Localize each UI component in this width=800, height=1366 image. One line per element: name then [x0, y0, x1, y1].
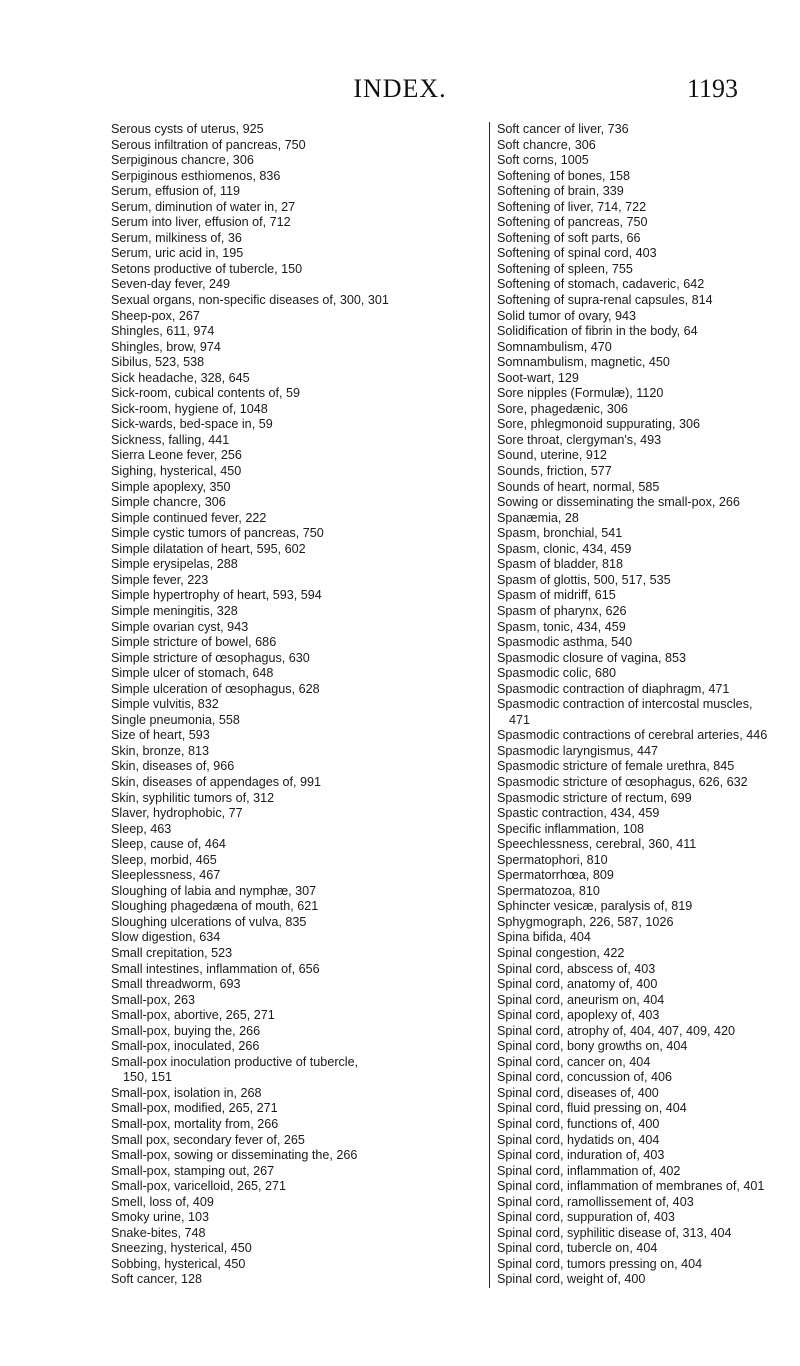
- index-entry: Slaver, hydrophobic, 77: [111, 806, 243, 821]
- index-entry: Softening of spleen, 755: [497, 261, 633, 276]
- index-entry: Slow digestion, 634: [111, 930, 221, 945]
- index-entry: Sore nipples (Formulæ), 1120: [497, 386, 664, 401]
- index-entry: Sleeplessness, 467: [111, 868, 221, 883]
- index-entry: Sloughing of labia and nymphæ, 307: [111, 883, 317, 898]
- index-entry: Small-pox, 263: [111, 992, 195, 1007]
- index-entry: Spinal cord, bony growths on, 404: [497, 1039, 688, 1054]
- index-entry: Simple meningitis, 328: [111, 603, 238, 618]
- index-entry: Simple erysipelas, 288: [111, 557, 238, 572]
- index-entry: Small-pox, sowing or disseminating the, 266: [111, 1148, 358, 1163]
- index-entry: Spinal cord, suppuration of, 403: [497, 1210, 675, 1225]
- index-entry: Sleep, cause of, 464: [111, 837, 226, 852]
- index-entry: Spasmodic colic, 680: [497, 666, 617, 681]
- index-entry: Simple ulceration of œsophagus, 628: [111, 681, 320, 696]
- index-entry: Spinal cord, tubercle on, 404: [497, 1241, 658, 1256]
- index-entry: Simple stricture of œsophagus, 630: [111, 650, 310, 665]
- index-entry: Seven-day fever, 249: [111, 277, 231, 292]
- index-entry: Simple vulvitis, 832: [111, 697, 219, 712]
- index-entry: Spasmodic contraction of intercostal muscles,: [497, 697, 753, 712]
- index-entry: Spinal cord, apoplexy of, 403: [497, 1008, 660, 1023]
- index-entry: Spasm, bronchial, 541: [497, 526, 623, 541]
- index-entry: Smell, loss of, 409: [111, 1194, 214, 1209]
- index-entry: Setons productive of tubercle, 150: [111, 261, 303, 276]
- index-entry: Softening of soft parts, 66: [497, 230, 641, 245]
- index-entry: Spinal cord, aneurism on, 404: [497, 992, 665, 1007]
- page-title: INDEX.: [353, 74, 447, 103]
- index-entry: Serous cysts of uterus, 925: [111, 122, 264, 136]
- index-entry: Serum, uric acid in, 195: [111, 246, 244, 261]
- index-entry: Spinal cord, ramollissement of, 403: [497, 1194, 694, 1209]
- index-entry: Simple dilatation of heart, 595, 602: [111, 541, 306, 556]
- index-entry: Spermatozoa, 810: [497, 883, 600, 898]
- index-entry: Spasmodic stricture of rectum, 699: [497, 790, 692, 805]
- index-column-left: [111, 122, 486, 1288]
- index-entry: Somnambulism, 470: [497, 339, 612, 354]
- index-column-right: [489, 122, 800, 1288]
- index-entry: Spinal cord, inflammation of, 402: [497, 1163, 681, 1178]
- index-entry: Sounds of heart, normal, 585: [497, 479, 660, 494]
- index-entry: Small pox, secondary fever of, 265: [111, 1132, 305, 1147]
- index-entry: Simple chancre, 306: [111, 495, 226, 510]
- index-entry: Serum, milkiness of, 36: [111, 230, 242, 245]
- index-entry: Spinal cord, induration of, 403: [497, 1148, 665, 1163]
- index-entry: Sick-room, cubical contents of, 59: [111, 386, 300, 401]
- index-entry: Small-pox, isolation in, 268: [111, 1085, 262, 1100]
- index-entry: Sobbing, hysterical, 450: [111, 1256, 246, 1271]
- index-entry: Solidification of fibrin in the body, 64: [497, 324, 698, 339]
- index-entry: Sphincter vesicæ, paralysis of, 819: [497, 899, 693, 914]
- index-entry: Simple stricture of bowel, 686: [111, 635, 277, 650]
- index-entry: Spinal cord, weight of, 400: [497, 1272, 646, 1287]
- index-entry: Softening of spinal cord, 403: [497, 246, 657, 261]
- index-entry: Shingles, brow, 974: [111, 339, 221, 354]
- index-entry: Somnambulism, magnetic, 450: [497, 355, 670, 370]
- index-entry: Spasmodic laryngismus, 447: [497, 743, 658, 758]
- index-entry: Sloughing ulcerations of vulva, 835: [111, 914, 307, 929]
- index-entry: Spinal cord, syphilitic disease of, 313, 404: [497, 1225, 732, 1240]
- index-entry: Spasmodic closure of vagina, 853: [497, 650, 687, 665]
- index-entry: Simple hypertrophy of heart, 593, 594: [111, 588, 322, 603]
- index-entry: 471: [509, 712, 531, 727]
- index-entry: Sick-wards, bed-space in, 59: [111, 417, 273, 432]
- index-entry: Spina bifida, 404: [497, 930, 591, 945]
- index-entry: Soft cancer, 128: [111, 1272, 203, 1287]
- index-entry: Solid tumor of ovary, 943: [497, 308, 637, 323]
- index-entry: Small-pox, stamping out, 267: [111, 1163, 275, 1178]
- index-entry: Skin, bronze, 813: [111, 743, 210, 758]
- index-entry: Spinal cord, diseases of, 400: [497, 1085, 659, 1100]
- index-entry: Spinal cord, anatomy of, 400: [497, 977, 658, 992]
- index-entry: Small intestines, inflammation of, 656: [111, 961, 320, 976]
- index-entry: Sighing, hysterical, 450: [111, 464, 242, 479]
- index-entry: Soot-wart, 129: [497, 370, 579, 385]
- page-number: 1193: [686, 74, 738, 103]
- index-entry: Simple apoplexy, 350: [111, 479, 231, 494]
- index-entry: Sphygmograph, 226, 587, 1026: [497, 914, 674, 929]
- index-entry: Sibilus, 523, 538: [111, 355, 205, 370]
- index-entry: Small-pox, varicelloid, 265, 271: [111, 1179, 287, 1194]
- index-entry: Spinal cord, hydatids on, 404: [497, 1132, 660, 1147]
- index-entry: Sloughing phagedæna of mouth, 621: [111, 899, 319, 914]
- index-entry: Serpiginous esthiomenos, 836: [111, 168, 281, 183]
- index-entry: Spinal cord, fluid pressing on, 404: [497, 1101, 687, 1116]
- index-entry: Sickness, falling, 441: [111, 432, 230, 447]
- index-entry: Spasmodic contractions of cerebral arteries, 446: [497, 728, 768, 743]
- index-entry: Sick headache, 328, 645: [111, 370, 250, 385]
- index-entry: 150, 151: [123, 1070, 173, 1085]
- index-entry: Sore throat, clergyman's, 493: [497, 432, 662, 447]
- index-entry: Spinal cord, tumors pressing on, 404: [497, 1256, 703, 1271]
- index-entry: Soft cancer of liver, 736: [497, 122, 629, 136]
- index-entry: Sound, uterine, 912: [497, 448, 607, 463]
- index-entry: Small-pox, inoculated, 266: [111, 1039, 260, 1054]
- index-entry: Sneezing, hysterical, 450: [111, 1241, 252, 1256]
- index-entry: Spasm, tonic, 434, 459: [497, 619, 626, 634]
- index-entry: Sierra Leone fever, 256: [111, 448, 242, 463]
- index-entry: Skin, syphilitic tumors of, 312: [111, 790, 275, 805]
- index-entry: Spinal cord, cancer on, 404: [497, 1054, 651, 1069]
- index-entry: Small threadworm, 693: [111, 977, 241, 992]
- index-entry: Soft corns, 1005: [497, 153, 589, 168]
- index-entry: Softening of brain, 339: [497, 184, 624, 199]
- index-entry: Specific inflammation, 108: [497, 821, 644, 836]
- index-entry: Spermatorrhœa, 809: [497, 868, 614, 883]
- index-entry: Simple fever, 223: [111, 572, 209, 587]
- index-entry: Small crepitation, 523: [111, 945, 233, 960]
- index-entry: Sore, phlegmonoid suppurating, 306: [497, 417, 701, 432]
- index-entry: Spasmodic contraction of diaphragm, 471: [497, 681, 730, 696]
- index-entry: Spastic contraction, 434, 459: [497, 806, 660, 821]
- index-entry: Sleep, 463: [111, 821, 172, 836]
- index-entry: Sleep, morbid, 465: [111, 852, 217, 867]
- index-entry: Snake-bites, 748: [111, 1225, 206, 1240]
- index-entry: Spasmodic stricture of female urethra, 845: [497, 759, 735, 774]
- index-entry: Small-pox, buying the, 266: [111, 1023, 261, 1038]
- index-entry: Softening of liver, 714, 722: [497, 199, 647, 214]
- index-entry: Small-pox, abortive, 265, 271: [111, 1008, 275, 1023]
- index-entry: Serous infiltration of pancreas, 750: [111, 137, 306, 152]
- index-entry: Serpiginous chancre, 306: [111, 153, 254, 168]
- index-entry: Small-pox inoculation productive of tubercle,: [111, 1054, 359, 1069]
- index-entry: Soft chancre, 306: [497, 137, 596, 152]
- index-entry: Size of heart, 593: [111, 728, 210, 743]
- index-entry: Smoky urine, 103: [111, 1210, 210, 1225]
- index-entry: Small-pox, mortality from, 266: [111, 1117, 279, 1131]
- index-entry: Small-pox, modified, 265, 271: [111, 1101, 278, 1116]
- index-entry: Sowing or disseminating the small-pox, 266: [497, 495, 740, 510]
- index-entry: Serum, effusion of, 119: [111, 184, 241, 199]
- index-entry: Spasmodic asthma, 540: [497, 635, 633, 650]
- index-entry: Spermatophori, 810: [497, 852, 608, 867]
- index-entry: Serum, diminution of water in, 27: [111, 199, 296, 214]
- index-entry: Simple continued fever, 222: [111, 510, 267, 525]
- index-entry: Spasm of bladder, 818: [497, 557, 624, 572]
- index-entry: Sore, phagedænic, 306: [497, 401, 628, 416]
- index-entry: Spanæmia, 28: [497, 510, 579, 525]
- index-entry: Softening of bones, 158: [497, 168, 631, 183]
- index-entry: Skin, diseases of, 966: [111, 759, 235, 774]
- index-entry: Simple cystic tumors of pancreas, 750: [111, 526, 324, 541]
- index-entry: Sheep-pox, 267: [111, 308, 200, 323]
- index-entry: Skin, diseases of appendages of, 991: [111, 774, 322, 789]
- page-header: [0, 74, 800, 114]
- index-entry: Spinal cord, concussion of, 406: [497, 1070, 673, 1085]
- index-entry: Spasm of pharynx, 626: [497, 603, 627, 618]
- index-entry: Single pneumonia, 558: [111, 712, 240, 727]
- index-entry: Spinal cord, atrophy of, 404, 407, 409, 420: [497, 1023, 736, 1038]
- index-entry: Spinal cord, inflammation of membranes of, 401: [497, 1179, 765, 1194]
- index-entry: Simple ovarian cyst, 943: [111, 619, 249, 634]
- index-entry: Spasm of glottis, 500, 517, 535: [497, 572, 671, 587]
- index-entry: Spinal cord, functions of, 400: [497, 1117, 660, 1131]
- index-entry: Sexual organs, non-specific diseases of, 300, 301: [111, 293, 389, 308]
- index-entry: Spinal cord, abscess of, 403: [497, 961, 656, 976]
- index-entry: Sick-room, hygiene of, 1048: [111, 401, 268, 416]
- index-entry: Simple ulcer of stomach, 648: [111, 666, 274, 681]
- index-entry: Serum into liver, effusion of, 712: [111, 215, 291, 230]
- index-entry: Softening of supra-renal capsules, 814: [497, 293, 713, 308]
- index-entry: Spinal congestion, 422: [497, 945, 625, 960]
- index-entry: Sounds, friction, 577: [497, 464, 612, 479]
- index-entry: Spasm of midriff, 615: [497, 588, 616, 603]
- index-entry: Spasmodic stricture of œsophagus, 626, 632: [497, 774, 748, 789]
- index-entry: Spasm, clonic, 434, 459: [497, 541, 632, 556]
- index-entry: Shingles, 611, 974: [111, 324, 215, 339]
- index-entry: Speechlessness, cerebral, 360, 411: [497, 837, 697, 852]
- index-entry: Softening of pancreas, 750: [497, 215, 648, 230]
- index-entry: Softening of stomach, cadaveric, 642: [497, 277, 705, 292]
